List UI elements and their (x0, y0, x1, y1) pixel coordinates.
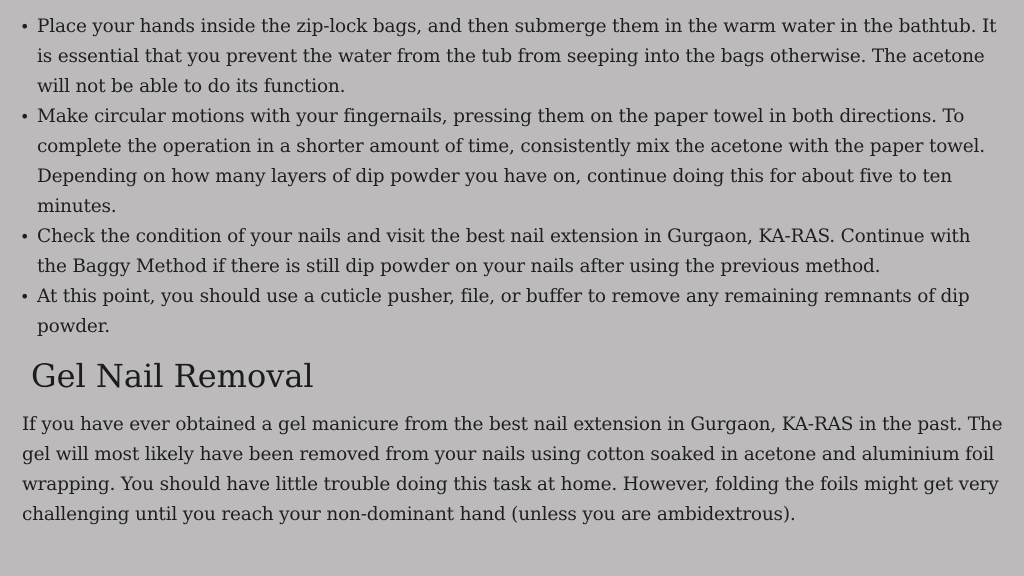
instruction-bullet-list (20, 12, 1004, 342)
bullet-item (20, 282, 1004, 342)
bullet-dot-icon: • (20, 287, 30, 306)
section-heading: Gel Nail Removal (31, 357, 314, 395)
bullet-item (20, 102, 1004, 222)
bullet-text: Place your hands inside the zip-lock bags, and then submerge them in the warm water in the bathtub. It is essential that you prevent the water from the tub from seeping into the bags otherwise. The acetone will not be able to do its function. (37, 16, 997, 97)
bullet-text: Check the condition of your nails and visit the best nail extension in Gurgaon, KA-RAS. Continue with the Baggy Method if there is still dip powder on your nails after using the previous method. (37, 226, 971, 277)
bullet-dot-icon: • (20, 107, 30, 126)
bullet-dot-icon: • (20, 227, 30, 246)
bullet-item (20, 222, 1004, 282)
bullet-text: At this point, you should use a cuticle pusher, file, or buffer to remove any remaining remnants of dip powder. (37, 286, 970, 337)
bullet-dot-icon: • (20, 17, 30, 36)
bullet-text: Make circular motions with your fingernails, pressing them on the paper towel in both directions. To complete the operation in a shorter amount of time, consistently mix the acetone with the paper towel. Depending on how many layers of dip powder you have on, continue doing this for about five to ten minutes. (37, 106, 985, 217)
bullet-item (20, 12, 1004, 102)
section-paragraph: If you have ever obtained a gel manicure from the best nail extension in Gurgaon, KA-RAS in the past. The gel will most likely have been removed from your nails using cotton soaked in acetone and aluminium foil wrapping. You should have little trouble doing this task at home. However, folding the foils might get very challenging until you reach your non-dominant hand (unless you are ambidextrous). (22, 414, 1003, 525)
